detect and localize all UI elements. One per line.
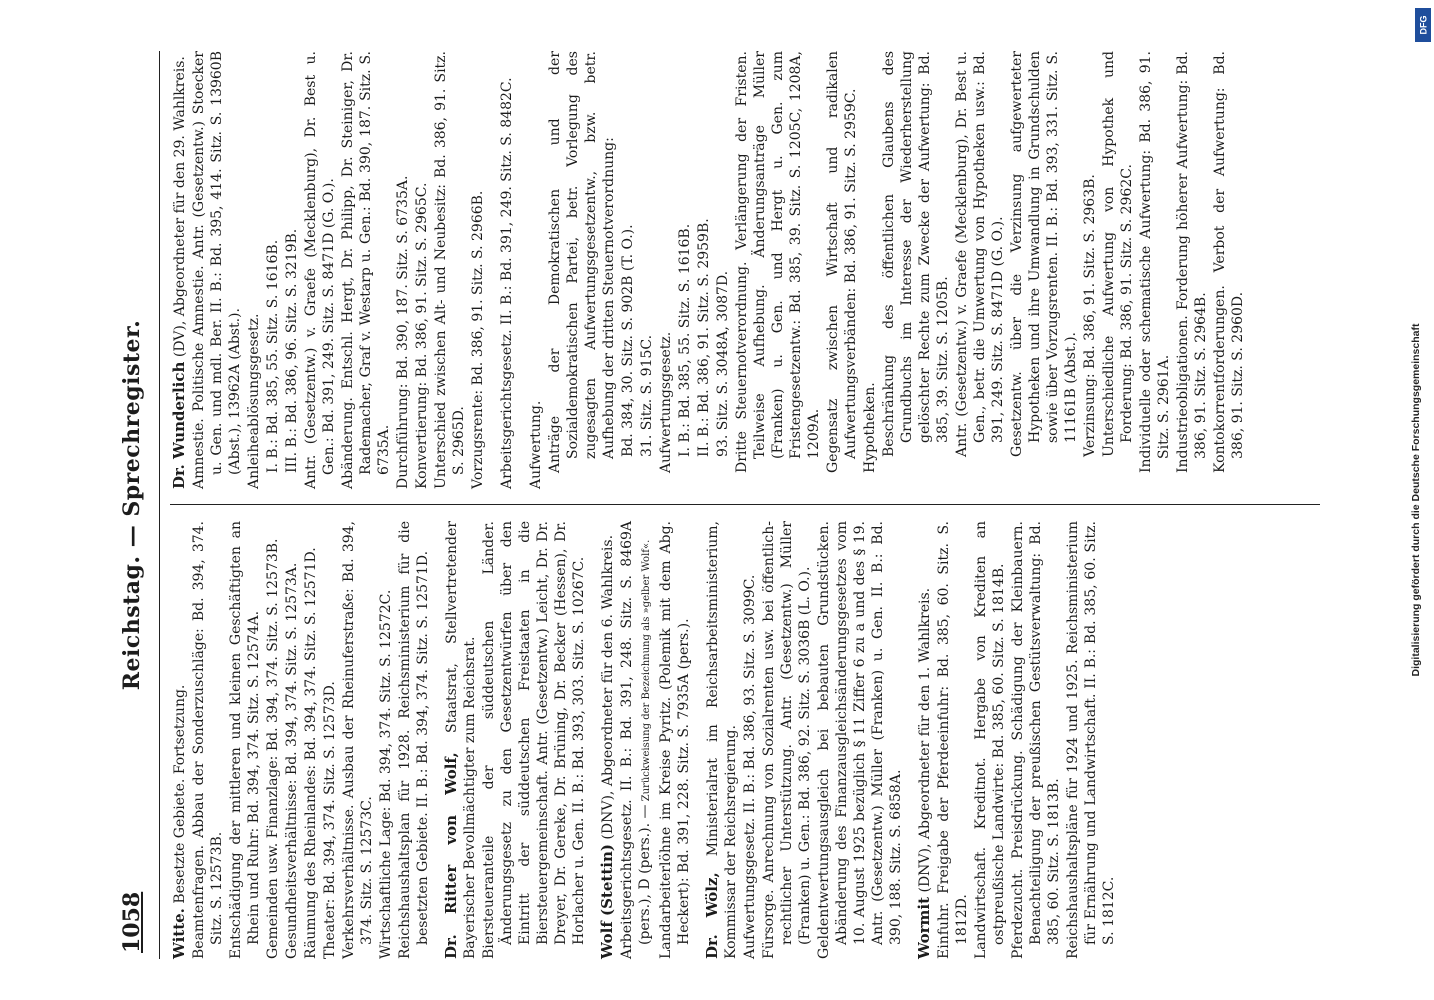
subject-line	[396, 521, 432, 959]
subject-text: Verzinsung: Bd. 386, 91. Sitz. S. 2963B.	[1082, 174, 1098, 457]
dfg-logo	[1415, 8, 1431, 42]
subject-text: Anträge der Demokratischen und der Sozialdemokratischen Partei, betr. Vorlegung des zugesagten Aufwertungsgesetzentw., bzw. betr. Aufhebung der dritten Steuernotverordnung:	[547, 51, 617, 473]
subject-text: III. B.: Bd. 386, 96. Sitz. S. 3219B.	[284, 228, 300, 473]
digitization-notice	[1410, 0, 1430, 1000]
register-entry	[170, 51, 1247, 489]
entry-heading	[703, 521, 740, 959]
subject-line	[1137, 51, 1173, 489]
right-column	[170, 51, 1257, 489]
subject-text: Durchführung: Bd. 390, 187. Sitz. S. 6735A.	[395, 175, 411, 489]
subject-line	[302, 521, 320, 959]
subject-line	[657, 51, 675, 489]
subject-text: Anleiheablösungsgesetz.	[246, 313, 262, 489]
register-entry	[442, 521, 588, 959]
subject-line	[432, 51, 468, 489]
subject-text: Beschränkung des öffentlichen Glaubens des Grundbuchs im Interesse der Wiederherstellung gelöschter Rechte zum Zwecke der Aufwertung: Bd. 385, 39. Sitz. S. 1205B.	[881, 51, 951, 457]
subject-text: Theater: Bd. 394, 374. Sitz. S. 12573D.	[322, 681, 338, 959]
subject-line	[741, 521, 759, 959]
running-header	[113, 51, 160, 959]
entry-description: Staatsrat, Stellvertretender Bayerischer Bevollmächtigter zum Reichsrat.	[444, 520, 478, 959]
subject-text: Arbeitsgerichtsgesetz. II. B.: Bd. 391, 248. Sitz. S. 8469A (pers.), D (pers.). —	[619, 521, 653, 959]
subject-line	[227, 521, 263, 959]
subject-line	[1211, 51, 1247, 489]
entry-name: Wolf (Stettin)	[598, 844, 616, 959]
running-title: Reichstag. — Sprechregister.	[119, 319, 145, 691]
register-entry	[703, 521, 905, 959]
subject-text: Aufwertung.	[528, 400, 544, 489]
subject-line	[714, 51, 732, 489]
subject-line	[264, 51, 282, 489]
subject-line	[340, 521, 376, 959]
subject-text: Unterschiedliche Aufwertung von Hypothek und Forderung: Bd. 386, 91. Sitz. S. 2962C.	[1101, 51, 1135, 457]
subject-text: Dritte Steuernotverordnung. Verlängerung der Fristen. Teilweise Aufhebung. Änderungsanträge Müller (Franken) u. Gen. und Hergt u. Gen. zum Fristengesetzentw.: Bd. 385, 39. Sitz. S. 1205C, 1208A, 1209A.	[734, 51, 822, 473]
subject-line	[245, 51, 263, 489]
subject-text: Gegensatz zwischen Wirtschaft und radikalen Aufwertungsverbänden: Bd. 386, 91. Sitz. S. 2959C.	[825, 51, 859, 473]
subject-text: Landarbeiterlöhne im Kreise Pyritz. (Polemik mit dem Abg. Heckert): Bd. 391, 228. Sitz. S. 7935A (pers.).	[658, 521, 692, 959]
entry-heading	[170, 521, 189, 959]
subject-text: Pferdezucht. Preisdrückung. Schädigung der Kleinbauern. Benachteiligung der preußischen Gestütsverwaltung: Bd. 385, 60. Sitz. S. 1813B.	[1010, 521, 1062, 959]
subject-line	[302, 51, 338, 489]
subject-line	[339, 51, 393, 489]
subject-text: Reichshaushaltsplan für 1928. Reichsministerium für die besetzten Gebiete. II. B.: Bd. 394, 374. Sitz. S. 12571D.	[397, 521, 431, 959]
subject-line	[321, 521, 339, 959]
column-divider	[170, 504, 1320, 505]
subject-line	[935, 521, 971, 959]
subject-text: Individuelle oder schematische Aufwertung: Bd. 386, 91. Sitz. S. 2961A.	[1138, 51, 1172, 473]
subject-line	[264, 521, 282, 959]
dfg-logo-text: DFG	[1418, 15, 1428, 35]
subject-text: Arbeitsgerichtsgesetz. II. B.: Bd. 391, 249. Sitz. S. 8482C.	[499, 77, 515, 489]
subject-line	[527, 51, 545, 489]
subject-line	[469, 51, 487, 489]
subject-text: Konvertierung: Bd. 386, 91. Sitz. S. 2965C.	[414, 182, 430, 489]
subject-line	[815, 521, 905, 959]
subject-text: Einfuhr. Freigabe der Pferdeeinfuhr: Bd. 385, 60. Sitz. S. 1812D.	[936, 521, 970, 959]
subject-line	[1009, 521, 1063, 959]
register-columns	[170, 51, 1320, 959]
subject-line	[1081, 51, 1099, 489]
subject-text: Antr. (Gesetzentw.) v. Graefe (Mecklenburg), Dr. Best u. Gen.: Bd. 391, 249. Sitz. S. 8471D (G. O.).	[303, 51, 337, 489]
entry-heading	[915, 521, 934, 959]
subject-text: Unterschied zwischen Alt- und Neubesitz: Bd. 386, 91. Sitz. S. 2965D.	[433, 51, 467, 489]
subject-line	[377, 521, 395, 959]
entry-name: Dr. Wölz,	[703, 872, 721, 959]
subject-text: Beamtenfragen. Abbau der Sonderzuschläge: Bd. 394, 374. Sitz. S. 12573B.	[191, 521, 225, 959]
subject-line	[953, 51, 1007, 489]
subject-line	[283, 51, 301, 489]
subject-text: Geldentwertungsausgleich bei bebauten Grundstücken. Abänderung des Finanzausgleichsänderungsgesetzes vom 10. August 1925 bezüglich § 11 Ziffer 6 zu a und des § 19. Antr. (Gesetzentw.) Müller (Franken) u. Gen. II. B.: Bd. 390, 188. Sitz. S. 6858A.	[816, 521, 904, 959]
subject-text: Gemeinden usw. Finanzlage: Bd. 394, 374. Sitz. S. 12573B.	[265, 538, 281, 959]
subject-line	[498, 51, 516, 489]
subject-text: Abänderung. Entschl. Hergt, Dr. Philipp, Dr. Steiniger, Dr. Rademacher, Graf v. Westarp u. Gen.: Bd. 390, 187. Sitz. S. 6735A.	[340, 51, 392, 489]
subject-line	[880, 51, 952, 489]
subject-line	[695, 51, 713, 489]
entry-name: Wormit	[915, 896, 933, 959]
subject-text: Gesetzentw. über die Verzinsung aufgewerteter Hypotheken und ihre Umwandlung in Grundschulden sowie über Vorzugsrenten. II. B.: Bd. 393, 331. Sitz. S. 11161B (Abst.).	[1009, 51, 1079, 457]
entry-description: (DNV), Abgeordneter für den 6. Wahlkreis.	[600, 534, 616, 845]
subject-line	[861, 51, 879, 489]
entry-heading	[170, 51, 189, 489]
subject-text: Reichshaushaltspläne für 1924 und 1925. Reichsministerium für Ernährung und Landwirtschaft. II. B.: Bd. 385, 60. Sitz. S. 1812C.	[1065, 521, 1117, 959]
subject-text: Vorzugsrente: Bd. 386, 91. Sitz. S. 2966B.	[470, 190, 486, 489]
subject-line	[283, 521, 301, 959]
subject-text: Räumung des Rheinlandes: Bd. 394, 374. Sitz. S. 12571D.	[303, 547, 319, 959]
subject-text: Aufwertungsgesetz.	[658, 331, 674, 473]
subject-text: Landwirtschaft. Kreditnot. Hergabe von Krediten an ostpreußische Landwirte: Bd. 385, 60. Sitz. S. 1814B.	[973, 521, 1007, 959]
entry-description: Ministerialrat im Reichsarbeitsministerium, Kommissar der Reichsregierung.	[705, 521, 739, 959]
subject-line	[824, 51, 860, 489]
subject-line	[1174, 51, 1210, 489]
entry-description: (DNV), Abgeordneter für den 1. Wahlkreis.	[917, 587, 933, 897]
subject-line	[760, 521, 814, 959]
subject-text: I. B.: Bd. 385, 55. Sitz. S. 1616B.	[677, 223, 693, 457]
subject-text: Wirtschaftliche Lage: Bd. 394, 374. Sitz. S. 12572C.	[378, 589, 394, 959]
subject-line	[1100, 51, 1136, 489]
subject-line	[733, 51, 823, 489]
register-entry	[598, 521, 693, 959]
subject-text: Bd. 384, 30. Sitz. S. 902B (T. O.).	[620, 224, 636, 457]
page-number: 1058	[119, 891, 145, 953]
entry-name: Witte.	[170, 908, 188, 959]
subject-line	[394, 51, 412, 489]
entry-name: Dr. Wunderlich	[170, 361, 188, 489]
subject-line	[1008, 51, 1080, 489]
entry-name: Dr. Ritter von Wolf,	[442, 752, 460, 959]
left-column	[170, 521, 1128, 959]
subject-text: Hypotheken.	[862, 382, 878, 473]
subject-line	[619, 51, 637, 489]
subject-note: Zurückweisung der Bezeichnung als »gelber Wolf«.	[641, 539, 652, 805]
subject-line	[190, 51, 244, 489]
subject-line	[657, 521, 693, 959]
subject-text: Fürsorge. Anrechnung von Sozialrenten usw. bei öffentlich-rechtlicher Unterstützung. Antr. (Gesetzentw.) Müller (Franken) u. Gen.: Bd. 386, 92. Sitz. S. 3036B (L. O.).	[761, 521, 813, 959]
subject-line	[638, 51, 656, 489]
subject-line	[546, 51, 618, 489]
entry-spacer	[516, 51, 526, 489]
entry-description: Besetzte Gebiete. Fortsetzung.	[172, 684, 188, 909]
subject-line	[618, 521, 656, 959]
entry-heading	[598, 521, 617, 959]
entry-heading	[442, 521, 479, 959]
subject-line	[413, 51, 431, 489]
subject-text: Gesundheitsverhältnisse: Bd. 394, 374. Sitz. S. 12573A.	[284, 562, 300, 959]
subject-line	[676, 51, 694, 489]
subject-text: Amnestie. Politische Amnestie. Antr. (Gesetzentw.) Stoecker u. Gen. und mdl. Ber. II. B.: Bd. 395, 414. Sitz. S. 13960B (Abst.), 13962A (Abst.).	[191, 51, 243, 489]
subject-text: II. B.: Bd. 386, 91. Sitz. S. 2959B.	[696, 218, 712, 457]
subject-text: I. B.: Bd. 385, 55. Sitz. S. 1616B.	[265, 239, 281, 473]
subject-text: Industrieobligationen. Forderung höherer Aufwertung: Bd. 386, 91. Sitz. S. 2964B.	[1175, 51, 1209, 473]
subject-text: Antr. (Gesetzentw.) v. Graefe (Mecklenburg), Dr. Best u. Gen., betr. die Umwertung von Hypotheken usw.: Bd. 391, 249. Sitz. S. 8471D (G. O.).	[954, 51, 1006, 457]
subject-text: Verkehrsverhältnisse. Ausbau der Rheinuferstraße: Bd. 394, 374. Sitz. S. 12573C.	[341, 521, 375, 959]
register-entry	[170, 521, 432, 959]
digitization-notice-text: Digitalisierung gefördert durch die Deutsche Forschungsgemeinschaft	[1410, 323, 1422, 677]
subject-text: Entschädigung der mittleren und kleinen Geschäftigten an Rhein und Ruhr: Bd. 394, 374. Sitz. S. 12574A.	[228, 521, 262, 959]
subject-line	[480, 521, 588, 959]
subject-text: Kontokorrentforderungen. Verbot der Aufwertung: Bd. 386, 91. Sitz. S. 2960D.	[1212, 51, 1246, 473]
entry-spacer	[487, 51, 497, 489]
entry-description: (DV), Abgeordneter für den 29. Wahlkreis.	[172, 56, 188, 362]
subject-text: 31. Sitz. S. 915C.	[639, 334, 655, 457]
rotated-book-page	[103, 25, 1331, 985]
subject-text: Biersteueranteile der süddeutschen Länder. Änderungsgesetz zu den Gesetzentwürfen über den Eintritt der süddeutschen Freistaaten in die Biersteuergemeinschaft. Antr. (Gesetzentw.) Leicht, Dr. Dr. Dreyer, Dr. Gereke, Dr. Brüning, Dr. Becker (Hessen), Dr. Horlacher u. Gen. II. B.: Bd. 393, 303. Sitz. S. 10267C.	[481, 521, 587, 959]
register-entry	[915, 521, 1118, 959]
subject-text: 93. Sitz. S. 3048A, 3087D.	[715, 270, 731, 457]
subject-line	[972, 521, 1008, 959]
subject-line	[190, 521, 226, 959]
subject-line	[1064, 521, 1118, 959]
subject-text: Aufwertungsgesetz. II. B.: Bd. 386, 93. Sitz. S. 3099C.	[742, 574, 758, 959]
